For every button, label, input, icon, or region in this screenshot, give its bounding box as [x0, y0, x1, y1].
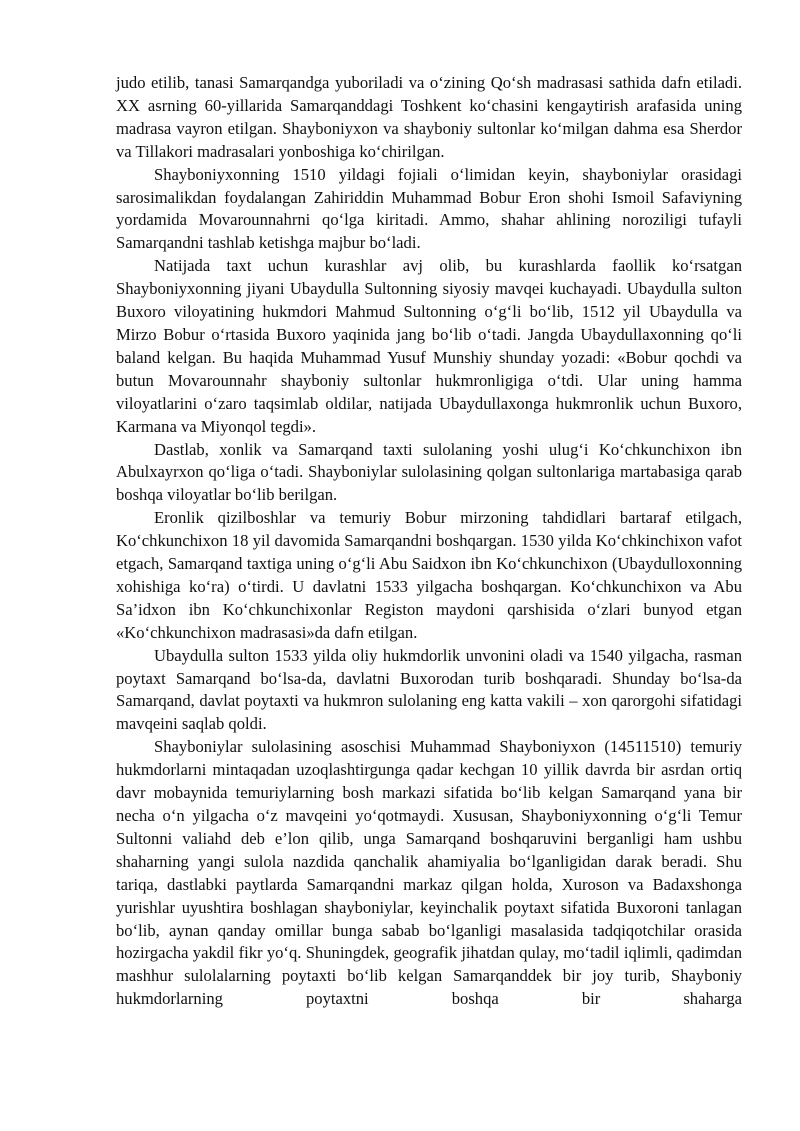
paragraph: Shayboniyxonning 1510 yildagi fojiali o‘limidan keyin, shayboniylar orasidagi sarosimalikdan foydalangan Zahiriddin Muhammad Bobur Eron shohi Ismoil Safaviyning yordamida Movarounnahrni qo‘lga kiritadi. Ammo, shahar ahlining noroziligi tufayli Samarqandni tashlab ketishga majbur bo‘ladi.: [116, 164, 742, 253]
paragraph-continues: Shayboniylar sulolasining asoschisi Muhammad Shayboniyxon (14511510) temuriy hukmdorlarni mintaqadan uzoqlashtirgunga qadar kechgan 10 yillik davrda bir asrdan ortiq davr mobaynida temuriylarning bosh markazi sifatida bo‘lib kelgan Samarqand yana bir necha o‘n yilgacha o‘z mavqeini yo‘qotmaydi. Xususan, Shayboniyxonning o‘g‘li Temur Sultonni valiahd deb e’lon qilib, unga Samarqand boshqaruvini berganligi ham ushbu shaharning yangi sulola nazdida qanchalik ahamiyalia bo‘lganligidan darak beradi. Shu tariqa, dastlabki paytlarda Samarqandni markaz qilgan holda, Xuroson va Badaxshonga yurishlar uyushtira boshlagan shayboniylar, keyinchalik poytaxt sifatida Buxoroni tanlagan bo‘lib, aynan qanday omillar bunga sabab bo‘lganligi masalasida tadqiqotchilar orasida hozirgacha yakdil fikr yo‘q. Shuningdek, geografik jihatdan qulay, mo‘tadil iqlimli, qadimdan mashhur sulolalarning poytaxti bo‘lib kelgan Samarqanddek bir joy turib, Shayboniy hukmdorlarning poytaxtni boshqa bir shaharga: [116, 737, 742, 1009]
document-page: [116, 72, 742, 1011]
paragraph-continued: judo etilib, tanasi Samarqandga yuboriladi va o‘zining Qo‘sh madrasasi sathida dafn etiladi. XX asrning 60-yillarida Samarqanddagi Toshkent ko‘chasini kengaytirish arafasida uning madrasa vayron etilgan. Shayboniyxon va shayboniy sultonlar ko‘milgan dahma esa Sherdor va Tillakori madrasalari yonboshiga ko‘chirilgan.: [116, 73, 742, 161]
paragraph: Eronlik qizilboshlar va temuriy Bobur mirzoning tahdidlari bartaraf etilgach, Ko‘chkunchixon 18 yil davomida Samarqandni boshqargan. 1530 yilda Ko‘chkinchixon vafot etgach, Samarqand taxtiga uning o‘g‘li Abu Saidxon ibn Ko‘chkunchixon (Ubaydulloxonning xohishiga ko‘ra) o‘tirdi. U davlatni 1533 yilgacha boshqargan. Ko‘chkunchixon va Abu Sa’idxon ibn Ko‘chkunchixonlar Registon maydoni qarshisida o‘zlari bunyod etgan «Ko‘chkunchixon madrasasi»da dafn etilgan.: [116, 508, 742, 642]
paragraph: Natijada taxt uchun kurashlar avj olib, bu kurashlarda faollik ko‘rsatgan Shayboniyxonning jiyani Ubaydulla Sultonning siyosiy mavqei kuchayadi. Ubaydulla sulton Buxoro viloyatining hukmdori Mahmud Sultonning o‘g‘li bo‘lib, 1512 yil Ubaydulla va Mirzo Bobur o‘rtasida Buxoro yaqinida jang bo‘lib o‘tadi. Jangda Ubaydullaxonning qo‘li baland kelgan. Bu haqida Muhammad Yusuf Munshiy shunday yozadi: «Bobur qochdi va butun Movarounnahr shayboniy sultonlar hukmronligiga o‘tdi. Ular uning hamma viloyatlarini o‘zaro taqsimlab oldilar, natijada Ubaydullaxonga hukmronlik uchun Buxoro, Karmana va Miyonqol tegdi».: [116, 256, 742, 436]
paragraph: Ubaydulla sulton 1533 yilda oliy hukmdorlik unvonini oladi va 1540 yilgacha, rasman poytaxt Samarqand bo‘lsa-da, davlatni Buxorodan turib boshqaradi. Shunday bo‘lsa-da Samarqand, davlat poytaxti va hukmron sulolaning eng katta vakili – xon qarorgohi sifatidagi mavqeini saqlab qoldi.: [116, 645, 742, 734]
paragraph: Dastlab, xonlik va Samarqand taxti sulolaning yoshi ulug‘i Ko‘chkunchixon ibn Abulxayrxon qo‘liga o‘tadi. Shayboniylar sulolasining qolgan sultonlariga martabasiga qarab boshqa viloyatlar bo‘lib berilgan.: [116, 439, 742, 505]
